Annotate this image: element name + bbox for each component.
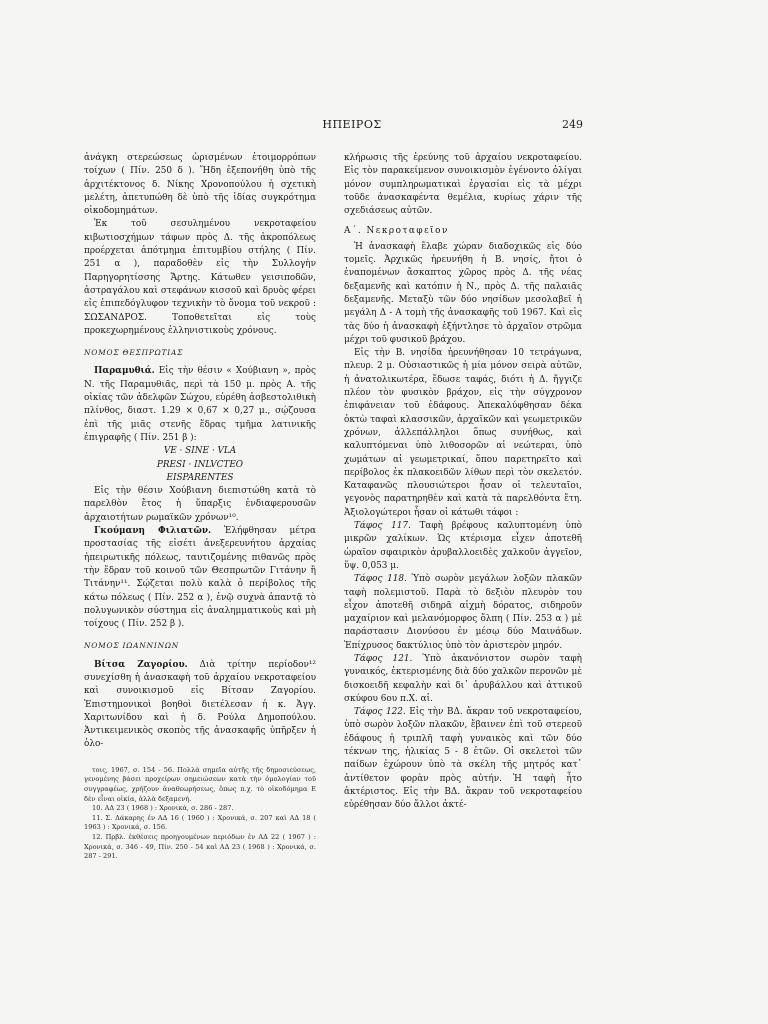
- paragraph-text: Διὰ τρίτην περίοδον¹² συνεχίσθη ἡ ἀνασκαφὴ τοῦ ἀρχαίου νεκροταφείου καὶ συνοικισμοῦ εἰς Βίτσαν Ζαγορίου. Ἐπιστημονικοὶ βοηθοὶ διετέλεσαν ἡ κ. Ἀγγ. Χαριτωνίδου καὶ ἡ δ. Ρούλα Δημοπούλου. Ἀντικειμενικὸς σκοπὸς τῆς ἀνασκαφῆς ὑπῆρξεν ἡ ὁλο-: [84, 659, 316, 750]
- paragraph: [344, 573, 582, 653]
- footnote: 12. Πρβλ. ἐκθέσεις προηγουμένων περιόδων ἐν ΑΔ 22 ( 1967 ) : Χρονικά, σ. 346 - 49, Πίν. 250 - 54 καὶ ΑΔ 23 ( 1968 ) : Χρονικά, σ. 287 - 291.: [84, 832, 316, 861]
- paragraph: [84, 525, 316, 631]
- paragraph: Εἰς τὴν Β. νησίδα ἠρευνήθησαν 10 τετράγωνα, πλευρ. 2 μ. Οὐσιαστικῶς ἡ μία μόνον σειρὰ αὐτῶν, ἡ ἀνατολικωτέρα, ἔδωσε ταφάς, διότι ἡ Δ. ἤγγιζε πλέον τὸν φυσικὸν βράχον, εἰς τὴν σύγχρονον ἐπιφάνειαν τοῦ ἐδάφους. Ἀπεκαλύφθησαν δέκα ὀκτὼ ταφαὶ κλασσικῶν, ἀρχαϊκῶν καὶ γεωμετρικῶν χρόνων, ἀλλεπάλληλοι ὅπως συνήθως, καὶ καλυπτόμεναι ὑπὸ λιθοσορῶν αἱ νεώτεραι, ὑπὸ χωμάτων αἱ γεωμετρικαί, ὅπου παρετηρεῖτο καὶ περίβολος ἐκ πλακοειδῶν λίθων περὶ τὸν σκελετόν. Καταφανῶς πλουσιώτεροι ἦσαν οἱ τελευταῖοι, γεγονὸς παρατηρηθὲν καὶ κατὰ τὰ παρελθόντα ἔτη. Ἀξιολογώτεροι ἦσαν οἱ κάτωθι τάφοι :: [344, 348, 582, 518]
- page-header: [0, 118, 768, 134]
- left-column: [84, 152, 316, 862]
- place-name: Γκούμανη Φιλιατῶν.: [94, 526, 212, 537]
- tomb-label: Τάφος 118.: [354, 574, 407, 585]
- tomb-label: Τάφος 122.: [354, 707, 406, 718]
- right-column: [344, 152, 582, 813]
- paragraph: [84, 659, 316, 752]
- paragraph: [344, 520, 582, 573]
- paragraph-text: Ὑπὸ σωρὸν μεγάλων λοξῶν πλακῶν ταφὴ πολεμιστοῦ. Παρὰ τὸ δεξιὸν πλευρὸν του εἶχον ἀποτεθῆ σιδηρᾶ αἰχμὴ δόρατος, σιδηροῦν μαχαίριον καὶ μελανόμορφος ὄλπη ( Πίν. 253 α ) μὲ παράστασιν Διονύσου ἐν μέσῳ δύο Μαινάδων. Ἐπίχρυσος δακτύλιος ὑπὸ τὸν ἀριστερὸν μηρόν.: [344, 574, 582, 651]
- page-number: 249: [562, 118, 583, 131]
- tomb-label: Τάφος 121.: [354, 653, 413, 664]
- paragraph: κλήρωσις τῆς ἐρεύνης τοῦ ἀρχαίου νεκροταφείου. Εἰς τὸν παρακείμενον συνοικισμὸν ἐγένοντο ὀλίγαι μόνον συμπληρωματικαὶ ἐργασίαι εἰς τὰ μέχρι τοῦδε ἀνασκαφέντα θεμέλια, κυρίως χάριν τῆς σχεδιάσεως αὐτῶν.: [344, 153, 582, 217]
- inscription-line: VE · SINE · VLA: [163, 446, 237, 457]
- running-title: ΗΠΕΙΡΟΣ: [322, 118, 382, 131]
- inscription-line: PRESI · INLVCTEO: [156, 459, 244, 470]
- paragraph: [344, 653, 582, 706]
- footnote: 10. ΑΔ 23 ( 1968 ) : Χρονικά, σ. 286 - 287.: [92, 804, 234, 813]
- paragraph: ἀνάγκη στερεώσεως ὡρισμένων ἑτοιμορρόπων τοίχων ( Πίν. 250 δ ). Ἤδη ἐξεπονήθη ὑπὸ τῆς ἀρχιτέκτονος δ. Νίκης Χρονοπούλου ἡ σχετικὴ μελέτη, ἀπετυπώθη δὲ ὑπὸ τῆς ἰδίας συγκρότημα οἰκοδομημάτων.: [84, 153, 316, 217]
- paragraph-text: Ὑπὸ ἀκανόνιστον σωρὸν ταφὴ γυναικός, ἐκτερισμένης διὰ δύο χαλκῶν περονῶν μὲ δισκοειδῆ κεφαλὴν καὶ δι᾿ ἀρυβάλλου καὶ ἀττικοῦ σκύφου 6ου π.Χ. αἰ.: [344, 653, 582, 704]
- place-name: Παραμυθιά.: [94, 366, 155, 377]
- paragraph: Ἐκ τοῦ σεσυλημένου νεκροταφείου κιβωτιοσχήμων τάφων πρὸς Δ. τῆς ἀκροπόλεως προέρχεται ἀπότμημα ἐπιτυμβίου στήλης ( Πίν. 251 α ), παραδοθὲν εἰς τὴν Συλλογὴν Παρηγορητίσσης Ἄρτης. Κάτωθεν γεισιποδῶν, ἀστραγάλου καὶ στεφάνων κισσοῦ καὶ δρυὸς φέρει εἰς ἐπιπεδόγλυφον τεχνικὴν τὸ ὄνομα τοῦ νεκροῦ : ΣΩΣΑΝΔΡΟΣ. Τοποθετεῖται εἰς τοὺς προκεχωρημένους ἑλληνιστικοὺς χρόνους.: [84, 219, 316, 336]
- paragraph-text: Εἰς τὴν ΒΔ. ἄκραν τοῦ νεκροταφείου, ὑπὸ σωρὸν λοξῶν πλακῶν, ἔβαινεν ἐπὶ τοῦ στερεοῦ ἐδάφους ἡ τριπλῆ ταφὴ γυναικὸς καὶ τῶν δύο τέκνων της, ἡλικίας 5 - 8 ἐτῶν. Οἱ σκελετοὶ τῶν παίδων ἐχώρουν ὑπὸ τὰ σκέλη τῆς μητρός κατ᾿ ἀντίθετον φορὰν πρὸς αὐτήν. Ἡ ταφὴ ἦτο ἀκτέριστος. Εἰς τὴν ΒΔ. ἄκραν τοῦ νεκροταφείου εὑρέθησαν δύο ἄλλοι ἀκτέ-: [344, 707, 582, 811]
- inscription-line: EISPARENTES: [166, 472, 234, 483]
- subsection-heading: Α΄. Νεκροταφεῖον: [344, 226, 449, 237]
- paragraph: [344, 706, 582, 812]
- section-heading: ΝΟΜΟΣ ΙΩΑΝΝΙΝΩΝ: [84, 641, 180, 651]
- footnotes: [84, 766, 316, 862]
- tomb-label: Τάφος 117.: [354, 521, 411, 532]
- paragraph: Ἡ ἀνασκαφὴ ἔλαβε χώραν διαδοχικῶς εἰς δύο τομεῖς. Ἀρχικῶς ἠρευνήθη ἡ Β. νησίς, ἤτοι ὁ ἐναπομένων ἄσκαπτος χῶρος πρὸς Δ. τῆς νέας δεξαμενῆς καὶ κατόπιν ἡ Ν., πρὸς Δ. τῆς παλαιᾶς δεξαμενῆς. Μεταξὺ τῶν δύο νησίδων μεσολαβεῖ ἡ μεγάλη Δ - Α τομὴ τῆς ἀνασκαφῆς τοῦ 1967. Καὶ εἰς τὰς δύο ἡ ἀνασκαφὴ ἐξήντλησε τὸ ἀρχαῖον στρῶμα μέχρι τοῦ φυσικοῦ βράχου.: [344, 241, 582, 345]
- paragraph: Εἰς τὴν θέσιν Χούβιανη διεπιστώθη κατὰ τὸ παρελθὸν ἔτος ἡ ὕπαρξις ἐνδιαφερουσῶν ἀρχαιοτήτων ρωμαϊκῶν χρόνων¹⁰.: [84, 486, 316, 523]
- place-name: Βίτσα Ζαγορίου.: [94, 659, 188, 670]
- footnote: τοις, 1967, σ. 154 - 56. Πολλὰ σημεῖα αὐτῆς τῆς δημοσιεύσεως, γενομένης βάσει προχείρων σημειώσεων κατὰ τὴν ὁμολογίαν τοῦ συγγραφέως, χρήζουν ἀναθεωρήσεως, ὅπως π.χ. τὸ οἰκοδόμημα Ε δὲν εἶναι οἰκία, ἀλλὰ δεξαμενή.: [84, 765, 316, 803]
- paragraph: [84, 365, 316, 445]
- footnote: 11. Σ. Δάκαρης ἐν ΑΔ 16 ( 1960 ) : Χρονικά, σ. 207 καὶ ΑΔ 18 ( 1963 ) : Χρονικά, σ. 156.: [84, 813, 316, 832]
- paragraph-text: Ἐλήφθησαν μέτρα προστασίας τῆς εἰσέτι ἀνεξερευνήτου ἀρχαίας ἠπειρωτικῆς πόλεως, ταυτιζομένης πιθανῶς πρὸς τὴν ἕδραν τοῦ κοινοῦ τῶν Θεσπρωτῶν Γιτάνην ἢ Τιτάνην¹¹. Σῴζεται πολὺ καλὰ ὁ περίβολος τῆς κάτω πόλεως ( Πίν. 252 α ), ἐνῷ συχνὰ ἀπαντᾷ τὸ πολυγωνικὸν σύστημα εἰς ἀναλημματικοὺς καὶ μὴ τοίχους ( Πίν. 252 β ).: [84, 526, 316, 630]
- section-heading: ΝΟΜΟΣ ΘΕΣΠΡΩΤΙΑΣ: [84, 348, 184, 358]
- paragraph-text: Ταφὴ βρέφους καλυπτομένη ὑπὸ μικρῶν χαλίκων. Ὡς κτέρισμα εἶχεν ἀποτεθῆ ὡραῖον σφαιρικὸν ἀρυβαλλοειδὲς χαλκοῦν ἀγγεῖον, ὕψ. 0,053 μ.: [344, 521, 582, 571]
- paragraph-text: Εἰς τὴν θέσιν « Χούβιανη », πρὸς Ν. τῆς Παραμυθιᾶς, περὶ τὰ 150 μ. πρὸς Α. τῆς οἰκίας τῶν ἀδελφῶν Σώχου, εὑρέθη ἀσβεστολιθικὴ πλίνθος, διαστ. 1.29 × 0,67 × 0,27 μ., σῴζουσα ἐπὶ τῆς μιᾶς στενῆς ἕδρας τμῆμα λατινικῆς ἐπιγραφῆς ( Πίν. 251 β ):: [84, 366, 316, 443]
